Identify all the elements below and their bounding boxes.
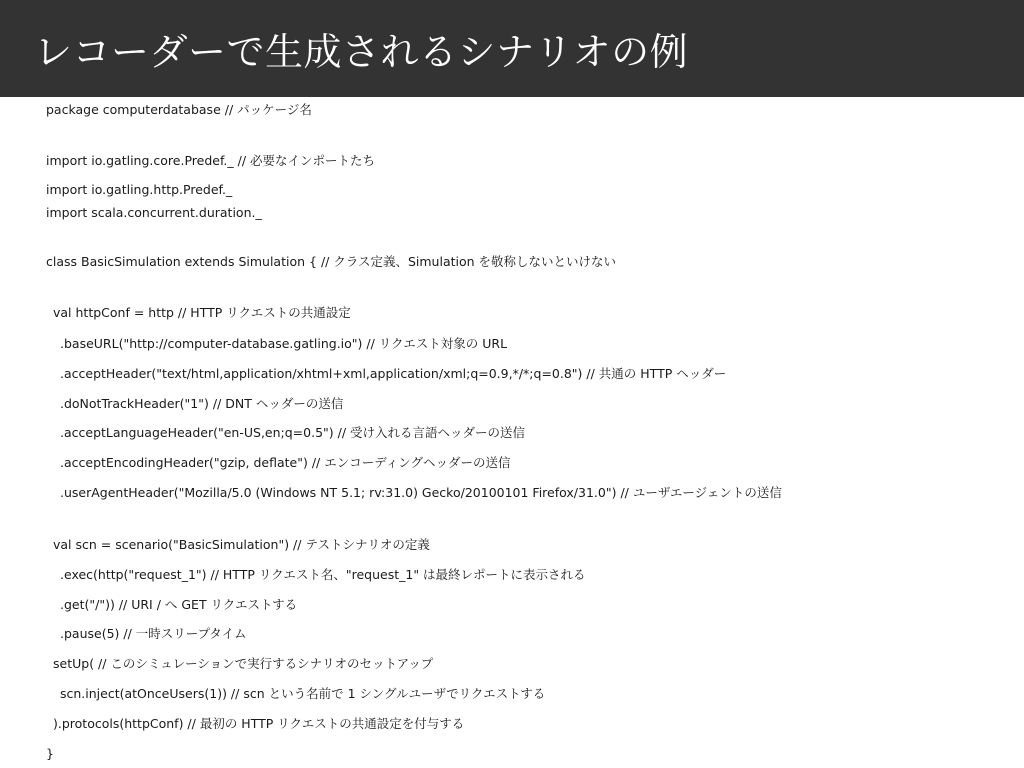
code-line: .acceptEncodingHeader("gzip, deflate") // エンコーディングヘッダーの送信 bbox=[60, 455, 511, 470]
code-line: .baseURL("http://computer-database.gatling.io") // リクエスト対象の URL bbox=[60, 336, 508, 351]
code-line: import io.gatling.http.Predef._ bbox=[46, 182, 233, 197]
code-line: } bbox=[46, 746, 54, 761]
code-line: val httpConf = http // HTTP リクエストの共通設定 bbox=[53, 305, 351, 320]
code-line: .doNotTrackHeader("1") // DNT ヘッダーの送信 bbox=[60, 396, 344, 411]
code-line: .get("/")) // URI / へ GET リクエストする bbox=[60, 597, 298, 612]
code-line: import io.gatling.core.Predef._ // 必要なインポートたち bbox=[46, 153, 376, 168]
slide-title: レコーダーで生成されるシナリオの例 bbox=[34, 30, 689, 74]
code-line: setUp( // このシミュレーションで実行するシナリオのセットアップ bbox=[53, 656, 434, 671]
code-line: .pause(5) // 一時スリープタイム bbox=[60, 626, 247, 641]
code-line: .acceptHeader("text/html,application/xhtml+xml,application/xml;q=0.9,*/*;q=0.8") // 共通の HTTP ヘッダー bbox=[60, 366, 727, 381]
code-line: package computerdatabase // パッケージ名 bbox=[46, 102, 312, 117]
code-line: .exec(http("request_1") // HTTP リクエスト名、"request_1" は最終レポートに表示される bbox=[60, 567, 586, 582]
code-line: ).protocols(httpConf) // 最初の HTTP リクエストの共通設定を付与する bbox=[53, 716, 465, 731]
code-line: val scn = scenario("BasicSimulation") // テストシナリオの定義 bbox=[53, 537, 430, 552]
code-line: .userAgentHeader("Mozilla/5.0 (Windows NT 5.1; rv:31.0) Gecko/20100101 Firefox/31.0") // ユーザエージェントの送信 bbox=[60, 485, 782, 500]
code-line: scn.inject(atOnceUsers(1)) // scn という名前で 1 シングルユーザでリクエストする bbox=[60, 686, 546, 701]
code-line: .acceptLanguageHeader("en-US,en;q=0.5") // 受け入れる言語ヘッダーの送信 bbox=[60, 425, 526, 440]
code-line: class BasicSimulation extends Simulation { // クラス定義、Simulation を敬称しないといけない bbox=[46, 254, 617, 269]
code-line: import scala.concurrent.duration._ bbox=[46, 205, 262, 220]
